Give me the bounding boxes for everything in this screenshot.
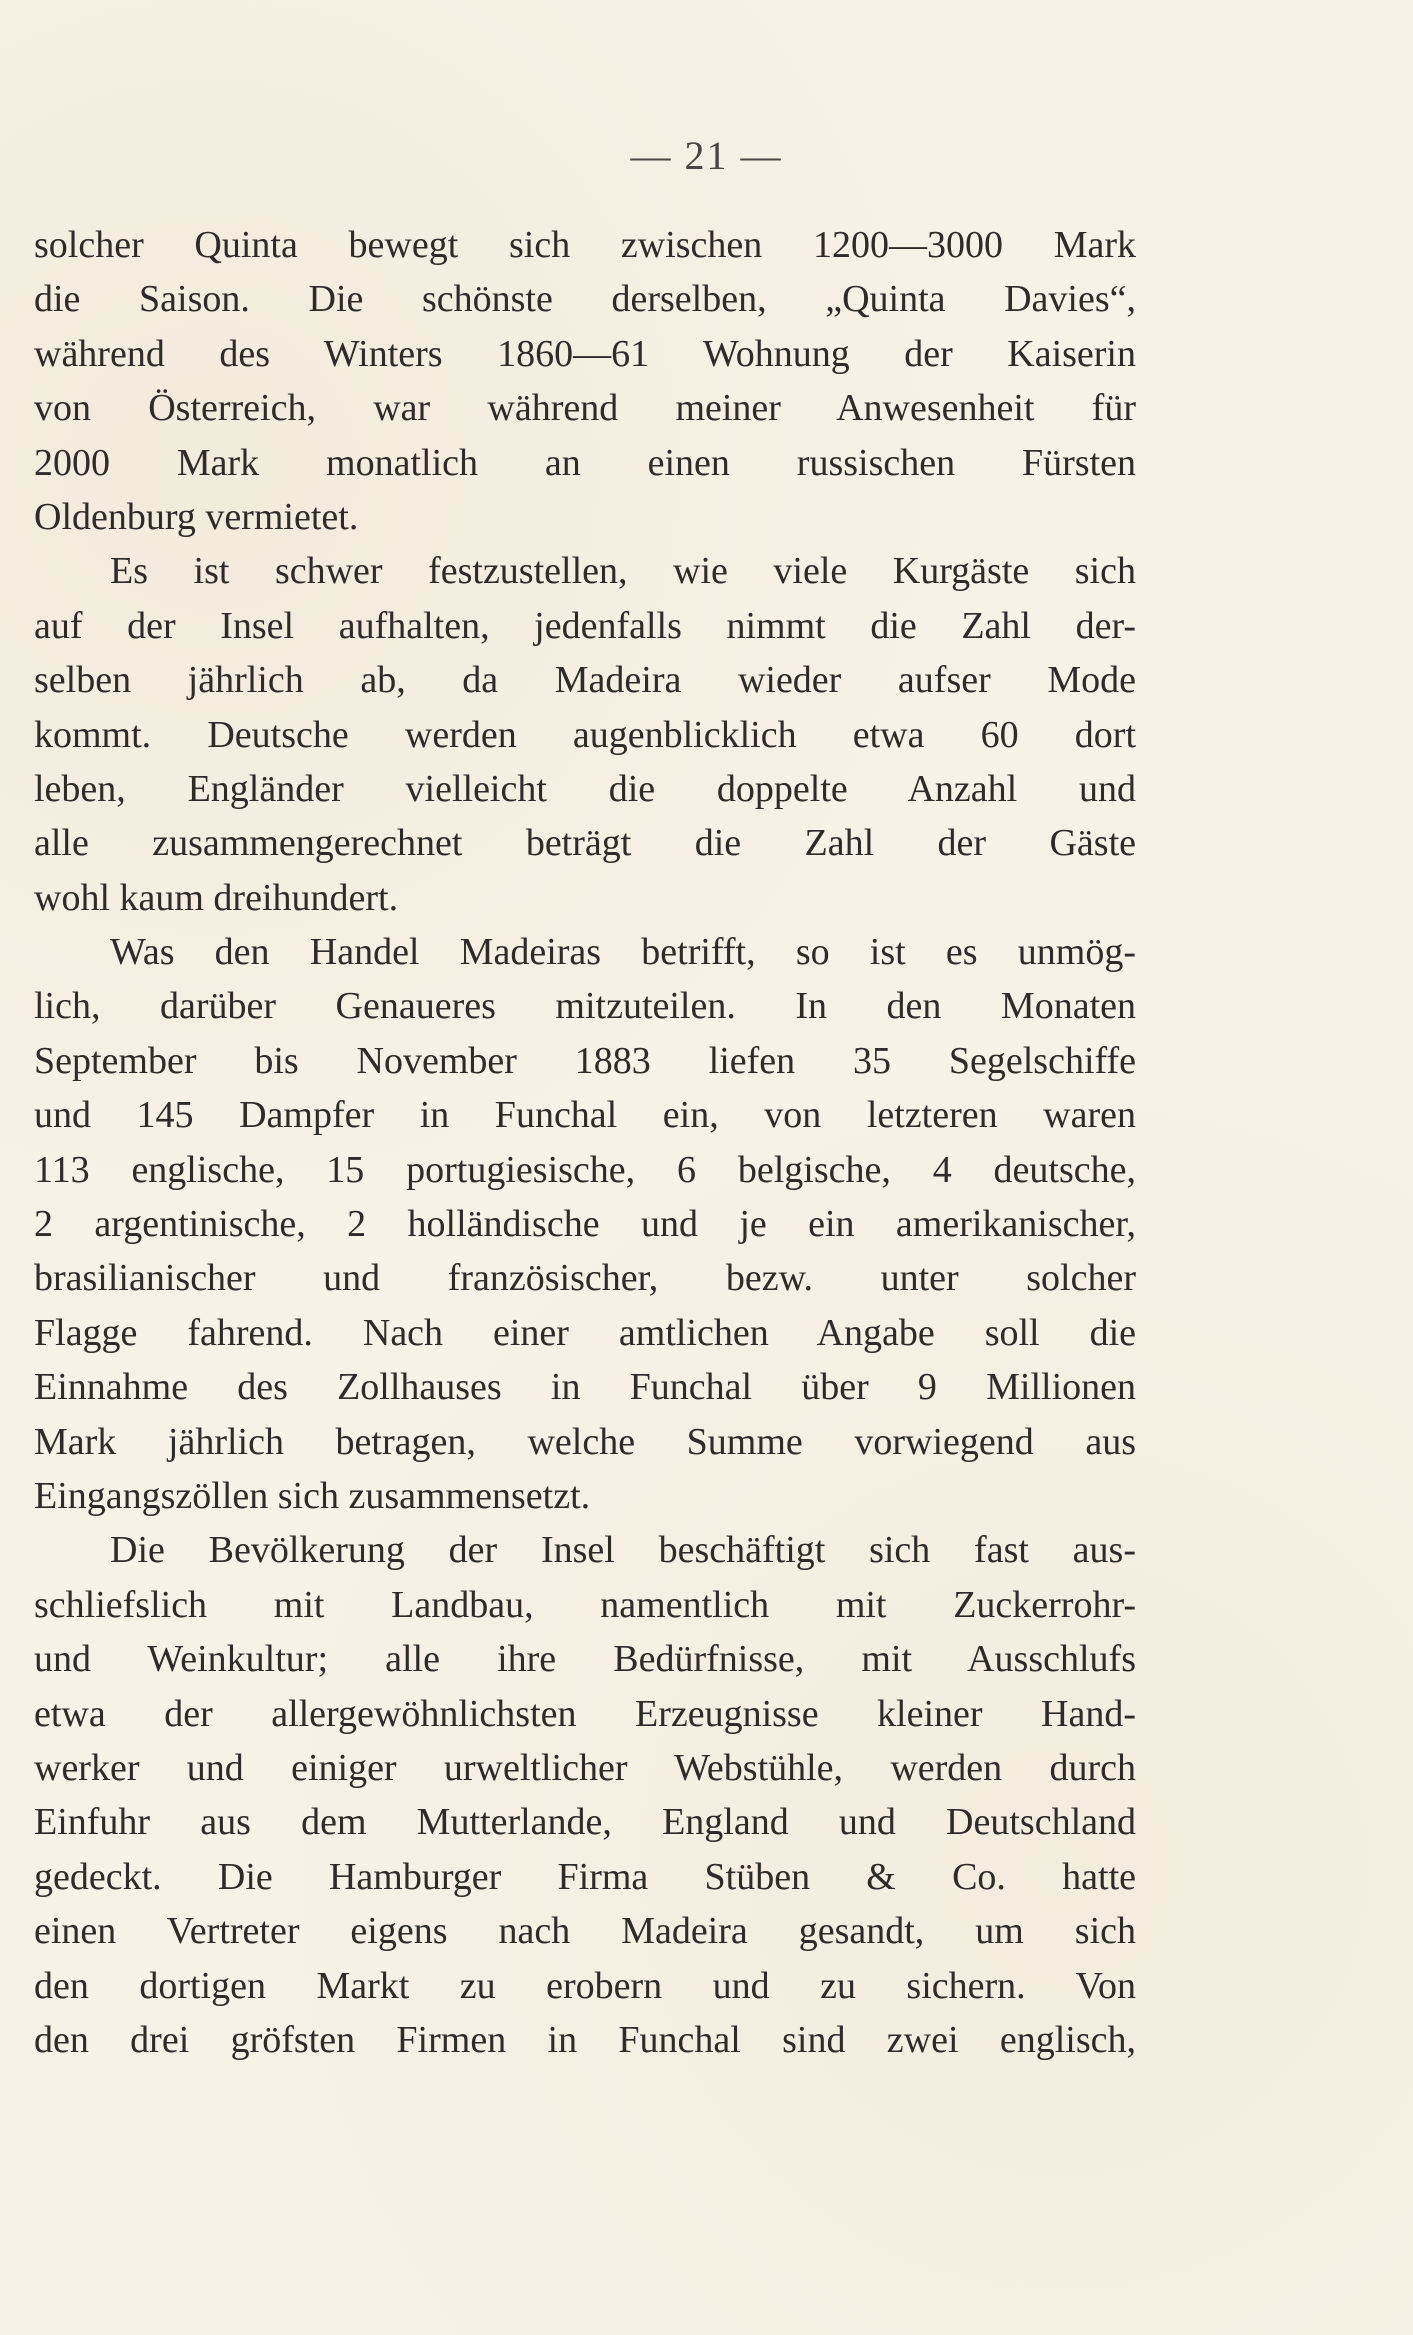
text-line: auf der Insel aufhalten, jedenfalls nimmt die Zahl der-	[34, 604, 1136, 647]
text-line: Es ist schwer festzustellen, wie viele Kurgäste sich	[110, 550, 1136, 593]
text-line: Was den Handel Madeiras betrifft, so ist es unmög-	[110, 931, 1136, 974]
text-line: werker und einiger urweltlicher Webstühle, werden durch	[34, 1746, 1136, 1789]
text-line: Mark jährlich betragen, welche Summe vorwiegend aus	[34, 1420, 1136, 1463]
page-number: — 21 —	[630, 133, 783, 178]
text-line: lich, darüber Genaueres mitzuteilen. In den Monaten	[34, 985, 1136, 1028]
text-line: Flagge fahrend. Nach einer amtlichen Angabe soll die	[34, 1311, 1136, 1354]
text-line: während des Winters 1860—61 Wohnung der Kaiserin	[34, 332, 1136, 375]
text-line: Einnahme des Zollhauses in Funchal über 9 Millionen	[34, 1366, 1136, 1409]
text-line: brasilianischer und französischer, bezw. unter solcher	[34, 1257, 1136, 1300]
text-line: einen Vertreter eigens nach Madeira gesandt, um sich	[34, 1910, 1136, 1953]
text-line: Eingangszöllen sich zusammensetzt.	[34, 1474, 591, 1517]
text-line: die Saison. Die schönste derselben, „Quinta Davies“,	[34, 278, 1136, 321]
text-line: kommt. Deutsche werden augenblicklich etwa 60 dort	[34, 713, 1136, 756]
text-line: Einfuhr aus dem Mutterlande, England und Deutschland	[34, 1801, 1136, 1844]
text-line: und 145 Dampfer in Funchal ein, von letzteren waren	[34, 1094, 1136, 1137]
text-line: den dortigen Markt zu erobern und zu sichern. Von	[34, 1964, 1136, 2007]
text-line: leben, Engländer vielleicht die doppelte Anzahl und	[34, 767, 1136, 810]
text-line: gedeckt. Die Hamburger Firma Stüben & Co. hatte	[34, 1855, 1136, 1898]
text-line: wohl kaum dreihundert.	[34, 876, 399, 919]
text-line: 113 englische, 15 portugiesische, 6 belgische, 4 deutsche,	[34, 1148, 1136, 1191]
text-line: Oldenburg vermietet.	[34, 495, 359, 538]
text-line: etwa der allergewöhnlichsten Erzeugnisse kleiner Hand-	[34, 1692, 1136, 1735]
text-line: Die Bevölkerung der Insel beschäftigt sich fast aus-	[110, 1529, 1136, 1572]
text-line: 2000 Mark monatlich an einen russischen Fürsten	[34, 441, 1136, 484]
text-line: schliefslich mit Landbau, namentlich mit Zuckerrohr-	[34, 1583, 1136, 1626]
text-line: und Weinkultur; alle ihre Bedürfnisse, mit Ausschlufs	[34, 1638, 1136, 1681]
text-line: selben jährlich ab, da Madeira wieder aufser Mode	[34, 659, 1136, 702]
text-line: alle zusammengerechnet beträgt die Zahl der Gäste	[34, 822, 1136, 865]
text-line: solcher Quinta bewegt sich zwischen 1200—3000 Mark	[34, 224, 1136, 266]
text-line: den drei gröfsten Firmen in Funchal sind zwei englisch,	[34, 2018, 1136, 2061]
text-line: von Österreich, war während meiner Anwesenheit für	[34, 387, 1136, 430]
text-line: September bis November 1883 liefen 35 Segelschiffe	[34, 1039, 1136, 1082]
body-text	[34, 218, 1136, 2067]
text-line: 2 argentinische, 2 holländische und je ein amerikanischer,	[34, 1203, 1136, 1246]
